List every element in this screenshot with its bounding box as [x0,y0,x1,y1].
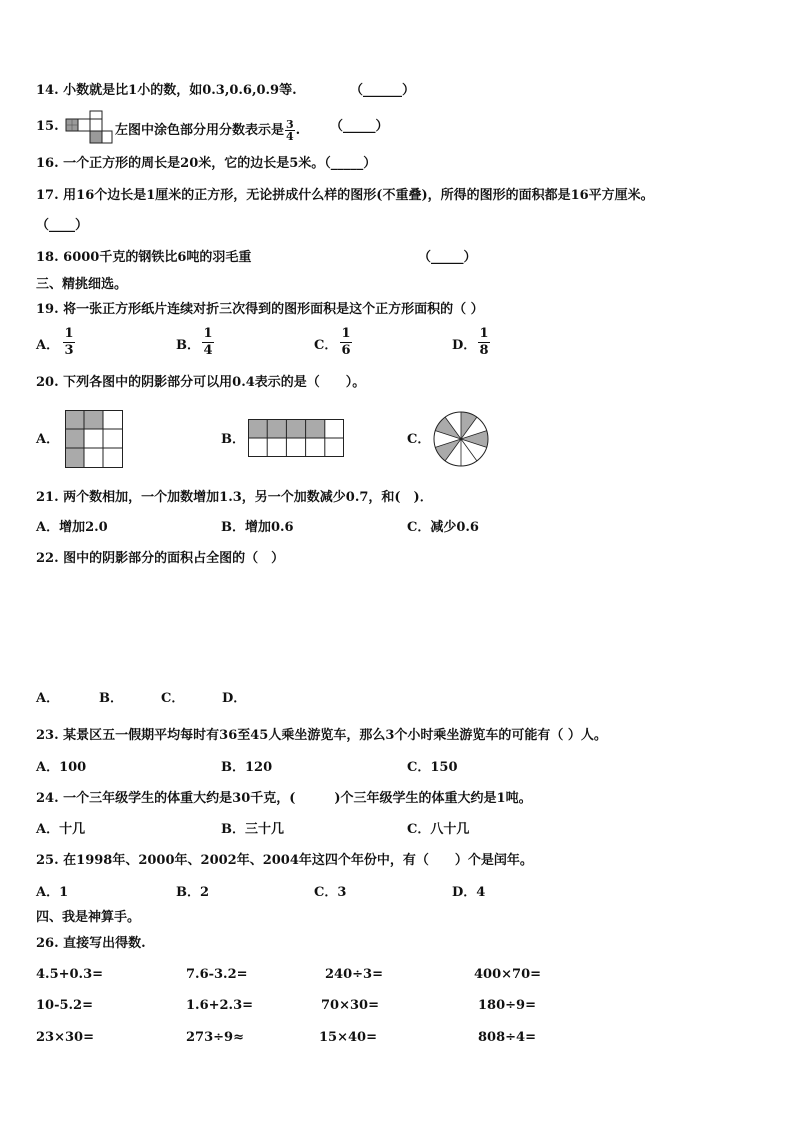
calc-item: 7.6-3.2= [186,967,248,982]
question-20 [36,375,365,391]
question-text: 用16个边长是1厘米的正方形，无论拼成什么样的图形(不重叠)，所得的图形的面积都是16平方厘米。 [63,188,654,203]
question-number: 16. [36,156,59,171]
calc-item: 180÷9= [478,998,536,1013]
fraction-denominator: 4 [286,130,294,143]
question-text: 一个三年级学生的体重大约是30千克，( )个三年级学生的体重大约是1吨。 [63,791,532,806]
question-number: 19. [36,302,59,317]
calc-item: 4.5+0.3= [36,967,104,982]
question-17 [36,188,654,204]
calc-item: 70×30= [321,998,379,1013]
option[interactable]: A． [36,691,60,706]
question-number: 24. [36,791,59,806]
q20-circle-c [433,411,489,467]
calc-item: 240÷3= [325,967,383,982]
question-text: 在1998年、2000年、2002年、2004年这四个年份中，有（ ）个是闰年。 [63,853,533,868]
section-heading: 三、精挑细选。 [36,277,128,292]
question-26 [36,936,146,952]
fraction-numerator: 1 [64,326,74,341]
fraction-numerator: 3 [286,118,294,131]
calc-item: 23×30= [36,1030,94,1045]
option[interactable]: A．100 [36,760,87,775]
question-text: 某景区五一假期平均每时有36至45人乘坐游览车，那么3个小时乘坐游览车的可能有（ ）人。 [63,728,607,743]
question-16 [36,156,376,172]
question-19 [36,302,484,318]
option-label[interactable]: C． [314,338,338,353]
question-text: 直接写出得数. [63,936,146,951]
option[interactable]: B．增加0.6 [221,520,294,535]
question-25 [36,853,533,869]
question-22 [36,551,284,567]
question-text: 两个数相加，一个加数增加1.3，另一个加数减少0.7，和( )． [63,490,433,505]
option-label[interactable]: B． [176,338,200,353]
q20-grid-a [65,410,123,468]
section-heading: 四、我是神算手。 [36,910,141,925]
fraction-numerator: 1 [341,326,351,341]
option[interactable]: C．八十几 [407,822,470,837]
option-label[interactable]: D． [452,338,477,353]
fraction-denominator: 4 [203,343,213,358]
question-number: 22. [36,551,59,566]
question-text: 将一张正方形纸片连续对折三次得到的图形面积是这个正方形面积的（ ） [63,302,484,317]
question-number: 18. [36,250,59,265]
option[interactable]: A．十几 [36,822,86,837]
question-number: 25. [36,853,59,868]
question-21 [36,490,433,506]
option-fraction [63,326,75,359]
question-number: 14. [36,83,59,98]
calc-item: 1.6+2.3= [186,998,254,1013]
option[interactable]: B． [99,691,123,706]
calc-item: 273÷9≈ [186,1030,244,1045]
question-number: 26. [36,936,59,951]
option-label[interactable]: C． [407,432,431,447]
option-label[interactable]: B． [221,432,245,447]
option-fraction [202,326,214,359]
option[interactable]: A．增加2.0 [36,520,108,535]
question-number: 23. [36,728,59,743]
option[interactable]: B．120 [221,760,273,775]
q20-grid-b [248,419,344,457]
question-text: 图中的阴影部分的面积占全图的（ ） [63,551,285,566]
q15-figure [66,111,114,147]
question-24 [36,791,532,807]
calc-item: 10-5.2= [36,998,93,1013]
option[interactable]: C．3 [314,885,347,900]
option-fraction [340,326,352,359]
calc-item: 15×40= [319,1030,377,1045]
option-label[interactable]: A． [36,338,60,353]
question-text: 下列各图中的阴影部分可以用0.4表示的是（ ）。 [63,375,366,390]
fraction-denominator: 6 [341,343,351,358]
question-15 [115,119,300,142]
calc-item: 400×70= [474,967,542,982]
fraction-numerator: 1 [479,326,489,341]
option[interactable]: B．2 [176,885,210,900]
answer-blank[interactable]: （____） [36,218,89,233]
answer-blank[interactable]: （_____） [330,119,389,134]
option[interactable]: C．150 [407,760,458,775]
question-text: 一个正方形的周长是20米，它的边长是5米。（_____） [63,156,377,171]
option-fraction [478,326,490,359]
fraction-denominator: 3 [64,343,74,358]
question-23 [36,728,607,744]
option[interactable]: C． [161,691,185,706]
question-number: 20. [36,375,59,390]
question-text: 6000千克的钢铁比6吨的羽毛重 [63,250,252,265]
question-18 [36,250,251,266]
option[interactable]: A．1 [36,885,69,900]
answer-blank[interactable]: （______） [350,83,416,98]
fraction-denominator: 8 [479,343,489,358]
option[interactable]: C．减少0.6 [407,520,479,535]
answer-blank[interactable]: （_____） [418,250,477,265]
question-number: 17. [36,188,59,203]
option-label[interactable]: A． [36,432,60,447]
question-14 [36,83,297,99]
calc-item: 808÷4= [478,1030,536,1045]
question-number: 21. [36,490,59,505]
question-number: 15. [36,119,59,134]
question-text-end: . [295,123,301,138]
fraction-numerator: 1 [203,326,213,341]
question-text: 左图中涂色部分用分数表示是 [115,123,285,138]
option[interactable]: D．4 [452,885,486,900]
option[interactable]: B．三十几 [221,822,284,837]
option[interactable]: D． [222,691,247,706]
question-text: 小数就是比1小的数，如0.3,0.6,0.9等. [63,83,297,98]
fraction [285,119,295,142]
